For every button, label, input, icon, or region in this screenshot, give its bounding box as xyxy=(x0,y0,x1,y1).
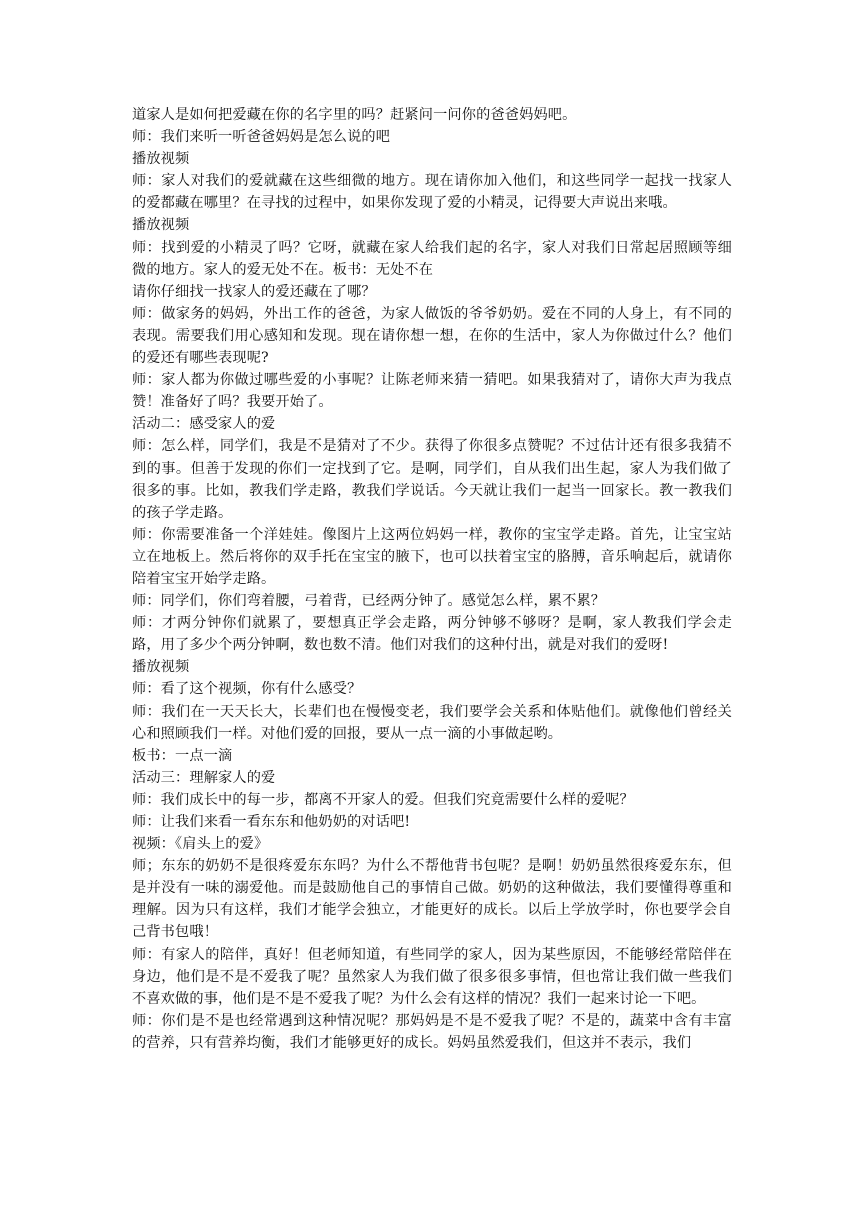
paragraph: 师；东东的奶奶不是很疼爱东东吗？为什么不帮他背书包呢？是啊！奶奶虽然很疼爱东东，但是并没有一味的溺爱他。而是鼓励他自己的事情自己做。奶奶的这种做法，我们要懂得尊重和理解。因为只有这样，我们才能学会独立，才能更好的成长。以后上学放学时，你也要学会自己背书包哦！ xyxy=(132,858,732,941)
paragraph: 师：你们是不是也经常遇到这种情况呢？那妈妈是不是不爱我了呢？不是的，蔬菜中含有丰富的营养，只有营养均衡，我们才能够更好的成长。妈妈虽然爱我们，但这并不表示，我们 xyxy=(132,1012,732,1051)
paragraph: 请你仔细找一找家人的爱还藏在了哪？ xyxy=(132,283,376,300)
paragraph: 师：我们来听一听爸爸妈妈是怎么说的吧 xyxy=(132,129,391,146)
paragraph: 师：同学们，你们弯着腰，弓着背，已经两分钟了。感觉怎么样，累不累？ xyxy=(132,593,606,610)
paragraph: 师：有家人的陪伴，真好！但老师知道，有些同学的家人，因为某些原因，不能够经常陪伴在身边，他们是不是不爱我了呢？虽然家人为我们做了很多很多事情，但也常让我们做一些我们不喜欢做的事，他们是不是不爱我了呢？为什么会有这样的情况？我们一起来讨论一下吧。 xyxy=(132,946,732,1007)
paragraph: 板书：一点一滴 xyxy=(132,747,233,764)
document-body xyxy=(132,104,732,1054)
paragraph: 师：做家务的妈妈，外出工作的爸爸，为家人做饭的爷爷奶奶。爱在不同的人身上，有不同的表现。需要我们用心感知和发现。现在请你想一想，在你的生活中，家人为你做过什么？他们的爱还有哪些表现呢? xyxy=(132,305,732,367)
paragraph: 播放视频 xyxy=(132,659,190,676)
paragraph: 视频：《肩头上的爱》 xyxy=(132,836,269,853)
paragraph: 师：家人都为你做过哪些爱的小事呢？让陈老师来猜一猜吧。如果我猜对了，请你大声为我点赞！准备好了吗？我要开始了。 xyxy=(132,372,732,411)
paragraph: 师：你需要准备一个洋娃娃。像图片上这两位妈妈一样，教你的宝宝学走路。首先，让宝宝站立在地板上。然后将你的双手托在宝宝的腋下，也可以扶着宝宝的胳膊，音乐响起后，就请你陪着宝宝开始学走路。 xyxy=(132,526,732,587)
paragraph: 播放视频 xyxy=(132,151,190,168)
paragraph: 师：家人对我们的爱就藏在这些细微的地方。现在请你加入他们，和这些同学一起找一找家人的爱都藏在哪里？在寻找的过程中，如果你发现了爱的小精灵，记得要大声说出来哦。 xyxy=(132,173,732,212)
paragraph: 师：找到爱的小精灵了吗？它呀，就藏在家人给我们起的名字，家人对我们日常起居照顾等细微的地方。家人的爱无处不在。板书：无处不在 xyxy=(132,239,732,278)
paragraph: 师：我们成长中的每一步，都离不开家人的爱。但我们究竟需要什么样的爱呢？ xyxy=(132,791,634,808)
paragraph: 师：才两分钟你们就累了，要想真正学会走路，两分钟够不够呀？是啊，家人教我们学会走路，用了多少个两分钟啊，数也数不清。他们对我们的这种付出，就是对我们的爱呀! xyxy=(132,615,732,654)
paragraph: 师：怎么样，同学们，我是不是猜对了不少。获得了你很多点赞呢？不过估计还有很多我猜不到的事。但善于发现的你们一定找到了它。是啊，同学们，自从我们出生起，家人为我们做了很多的事。比如，教我们学走路，教我们学说话。今天就让我们一起当一回家长。教一教我们的孩子学走路。 xyxy=(132,438,732,521)
paragraph: 道家人是如何把爱藏在你的名字里的吗？赶紧问一问你的爸爸妈妈吧。 xyxy=(132,107,577,123)
paragraph: 播放视频 xyxy=(132,217,190,234)
paragraph: 师：让我们来看一看东东和他奶奶的对话吧! xyxy=(132,814,411,830)
paragraph: 师：看了这个视频，你有什么感受？ xyxy=(132,681,362,698)
section-heading: 活动三：理解家人的爱 xyxy=(132,769,276,786)
section-heading: 活动二：感受家人的爱 xyxy=(132,416,276,433)
paragraph: 师：我们在一天天长大，长辈们也在慢慢变老，我们要学会关系和体贴他们。就像他们曾经关心和照顾我们一样。对他们爱的回报，要从一点一滴的小事做起哟。 xyxy=(132,703,732,742)
